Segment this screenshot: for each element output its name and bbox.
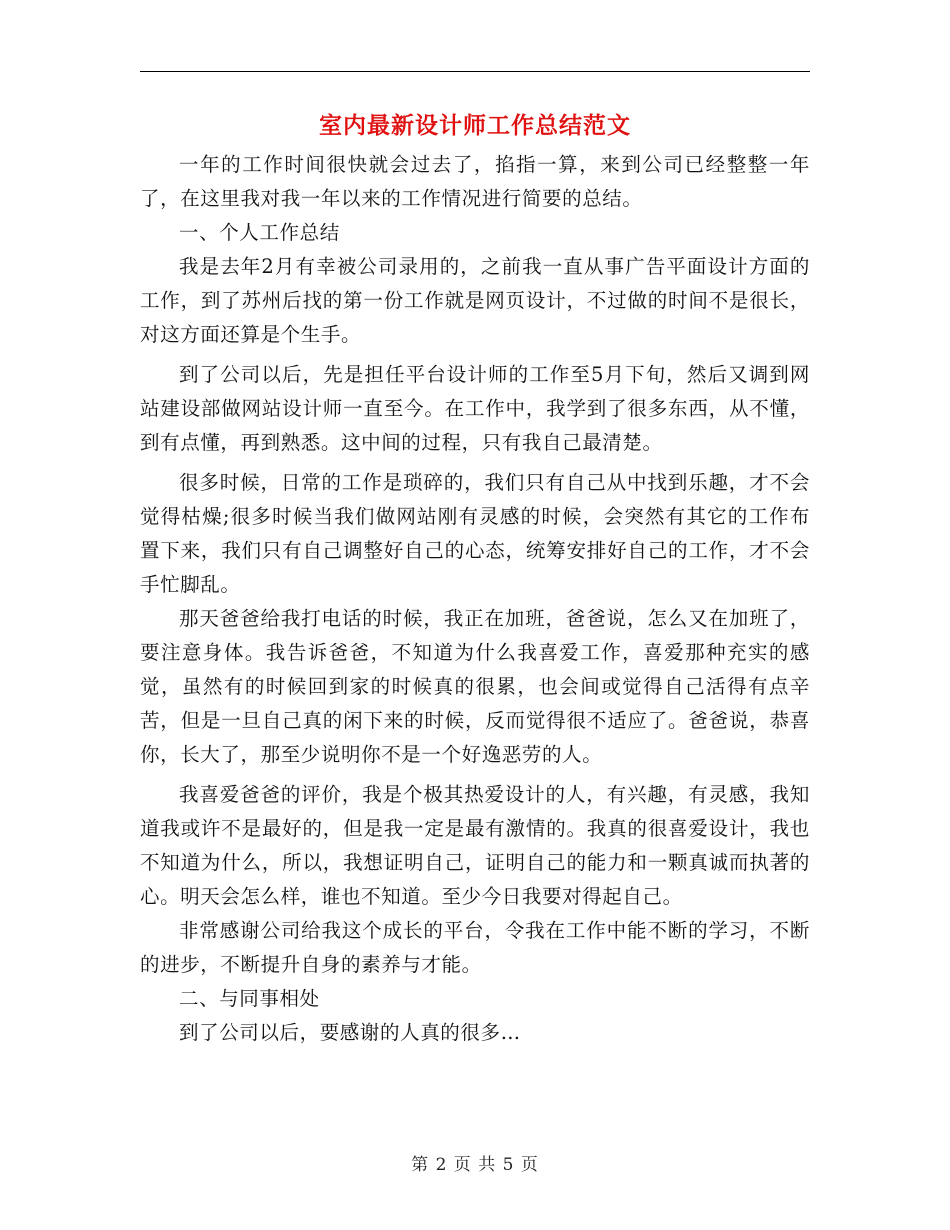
paragraph: 到了公司以后，要感谢的人真的很多…: [179, 1021, 521, 1044]
paragraph: 我是去年2月有幸被公司录用的，之前我一直从事广告平面设计方面的工作，到了苏州后找的第一份工作就是网页设计，不过做的时间不是很长，对这方面还算是个生手。: [140, 255, 810, 346]
paragraph-intro: 一年的工作时间很快就会过去了，掐指一算，来到公司已经整整一年了，在这里我对我一年以来的工作情况进行简要的总结。: [140, 153, 810, 210]
document-body: [140, 148, 810, 1050]
section-heading-colleagues: 二、与同事相处: [179, 987, 320, 1010]
paragraph: 很多时候，日常的工作是琐碎的，我们只有自己从中找到乐趣，才不会觉得枯燥;很多时候当我们做网站刚有灵感的时候，会突然有其它的工作布置下来，我们只有自己调整好自己的心态，统筹安排好自己的工作，才不会手忙脚乱。: [140, 471, 810, 596]
section-heading-personal-summary: 一、个人工作总结: [179, 221, 340, 244]
document-title: 室内最新设计师工作总结范文: [319, 112, 631, 139]
header-rule: [140, 71, 810, 72]
paragraph: 到了公司以后，先是担任平台设计师的工作至5月下旬，然后又调到网站建设部做网站设计师一直至今。在工作中，我学到了很多东西，从不懂，到有点懂，再到熟悉。这中间的过程，只有我自己最清楚。: [140, 363, 810, 454]
paragraph: 那天爸爸给我打电话的时候，我正在加班，爸爸说，怎么又在加班了，要注意身体。我告诉爸爸，不知道为什么我喜爱工作，喜爱那种充实的感觉，虽然有的时候回到家的时候真的很累，也会间或觉得自己活得有点辛苦，但是一旦自己真的闲下来的时候，反而觉得很不适应了。爸爸说，恭喜你，长大了，那至少说明你不是一个好逸恶劳的人。: [140, 607, 810, 766]
paragraph: 非常感谢公司给我这个成长的平台，令我在工作中能不断的学习，不断的进步，不断提升自身的素养与才能。: [140, 919, 810, 976]
page-number: 第 2 页 共 5 页: [411, 1155, 539, 1175]
paragraph: 我喜爱爸爸的评价，我是个极其热爱设计的人，有兴趣，有灵感，我知道我或许不是最好的，但是我一定是最有激情的。我真的很喜爱设计，我也不知道为什么，所以，我想证明自己，证明自己的能力和一颗真诚而执著的心。明天会怎么样，谁也不知道。至少今日我要对得起自己。: [140, 783, 810, 908]
